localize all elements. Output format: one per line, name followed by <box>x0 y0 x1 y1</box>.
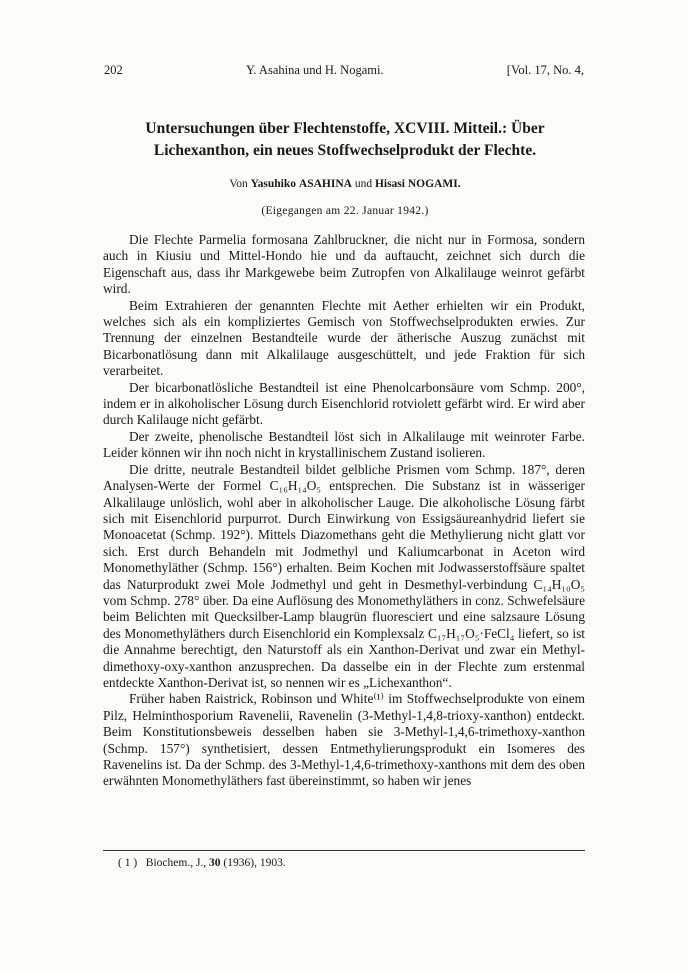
byline-conjunction: und <box>354 178 373 190</box>
paragraph: Früher haben Raistrick, Robinson und White⁽¹⁾ im Stoffwechselprodukte von einem Pilz, Helminthosporium Ravenelii, Ravenelin (3-Methyl-1,4,8-trioxy-xanthon) entdeckt. Beim Konstitutionsbeweis desselben haben sie 3-Methyl-1,4,6-trimethoxy-xanthon (Schmp. 157°) synthetisiert, dessen Entmethylierungsprodukt ein Isomeres des Ravenelins ist. Da der Schmp. des 3-Methyl-1,4,6-trimethoxy-xanthons mit dem des oben erwähnten Monomethyläthers fast übereinstimmt, so haben wir jenes <box>103 691 585 789</box>
author-2-last-name: NOGAMI. <box>407 178 461 190</box>
page-number: 202 <box>104 63 123 77</box>
footnote-volume: 30 <box>209 857 221 869</box>
received-date: (Eigegangen am 22. Januar 1942.) <box>261 205 429 217</box>
paragraph: Beim Extrahieren der genannten Flechte mit Aether erhielten wir ein Produkt, welches sich als ein kompliziertes Gemisch von Stoffwechselprodukten erwies. Zur Trennung der einzelnen Bestandteile wurde der ätherische Auszug zunächst mit Bicarbonatlösung dann mit Alkalilauge ausgeschüttelt, und jede Fraktion für sich verarbeitet. <box>103 297 585 379</box>
author-1-first-name: Yasuhiko <box>250 178 297 190</box>
paragraph: Die Flechte Parmelia formosana Zahlbruckner, die nicht nur in Formosa, sondern auch in Kiusiu und Mittel-Hondo hie und da auftaucht, zeichnet sich durch die Eigenschaft aus, dass ihr Markgewebe beim Zutropfen von Alkalilauge weinrot gefärbt wird. <box>103 232 585 297</box>
running-head <box>104 63 584 78</box>
footnote-divider <box>103 850 585 851</box>
paragraph: Der bicarbonatlösliche Bestandteil ist eine Phenolcarbonsäure vom Schmp. 200°, indem er in alkoholischer Lösung durch Eisenchlorid rotviolett gefärbt wird. Er wird aber durch Kalilauge nicht gefärbt. <box>103 379 585 428</box>
paragraph: Der zweite, phenolische Bestandteil löst sich in Alkalilauge mit weinroter Farbe. Leider können wir ihn noch nicht in krystallinischem Zustand isolieren. <box>103 428 585 461</box>
byline-prefix: Von <box>229 178 248 190</box>
article-body <box>103 232 585 790</box>
header-authors: Y. Asahina und H. Nogami. <box>245 63 384 77</box>
footnote-journal: Biochem., J., <box>145 857 207 869</box>
footnote <box>118 857 578 869</box>
article-title: Untersuchungen über Flechtenstoffe, XCVIII. Mitteil.: Über Lichexanthon, ein neues Stoffwechselprodukt der Flechte. <box>145 120 545 159</box>
author-byline <box>100 178 590 190</box>
paragraph: Die dritte, neutrale Bestandteil bildet gelbliche Prismen vom Schmp. 187°, deren Analysen-Werte der Formel C₁₆H₁₄O₅ entsprechen. Die Substanz ist in wässeriger Alkalilauge unlöslich, wohl aber in alkoholischer Lauge. Die alkoholische Lösung färbt sich mit Eisenchlorid purpurrot. Durch Einwirkung von Essigsäureanhydrid liefert sie Monoacetat (Schmp. 192°). Mittels Diazomethans geht die Methylierung nicht glatt vor sich. Erst durch Behandeln mit Jodmethyl und Kaliumcarbonat in Aceton wird Monomethyläther (Schmp. 156°) erhalten. Beim Kochen mit Jodwasserstoffsäure spaltet das Naturprodukt zwei Mole Jodmethyl und geht in Desmethyl-verbindung C₁₄H₁₀O₅ vom Schmp. 278° über. Da eine Auflösung des Monomethyläthers in conz. Schwefelsäure beim Belichten mit Quecksilber-Lamp blaugrün fluoresciert und eine salzsaure Lösung des Monomethyläthers durch Eisenchlorid ein Komplexsalz C₁₇H₁₇O₅·FeCl₄ liefert, so ist die Annahme berechtigt, den Naturstoff als ein Xanthon-Derivat und zwar ein Methyl-dimethoxy-oxy-xanthon anzusprechen. Da dasselbe ein in der Flechte zum erstenmal entdeckte Xanthon-Derivat ist, so nennen wir es „Lichexanthon“. <box>103 461 585 690</box>
header-volume: [Vol. 17, No. 4, <box>506 63 584 77</box>
footnote-citation: (1936), 1903. <box>223 857 286 869</box>
author-1-last-name: ASAHINA <box>298 178 352 190</box>
author-2-first-name: Hisasi <box>374 178 405 190</box>
footnote-marker: ( 1 ) <box>118 857 138 869</box>
